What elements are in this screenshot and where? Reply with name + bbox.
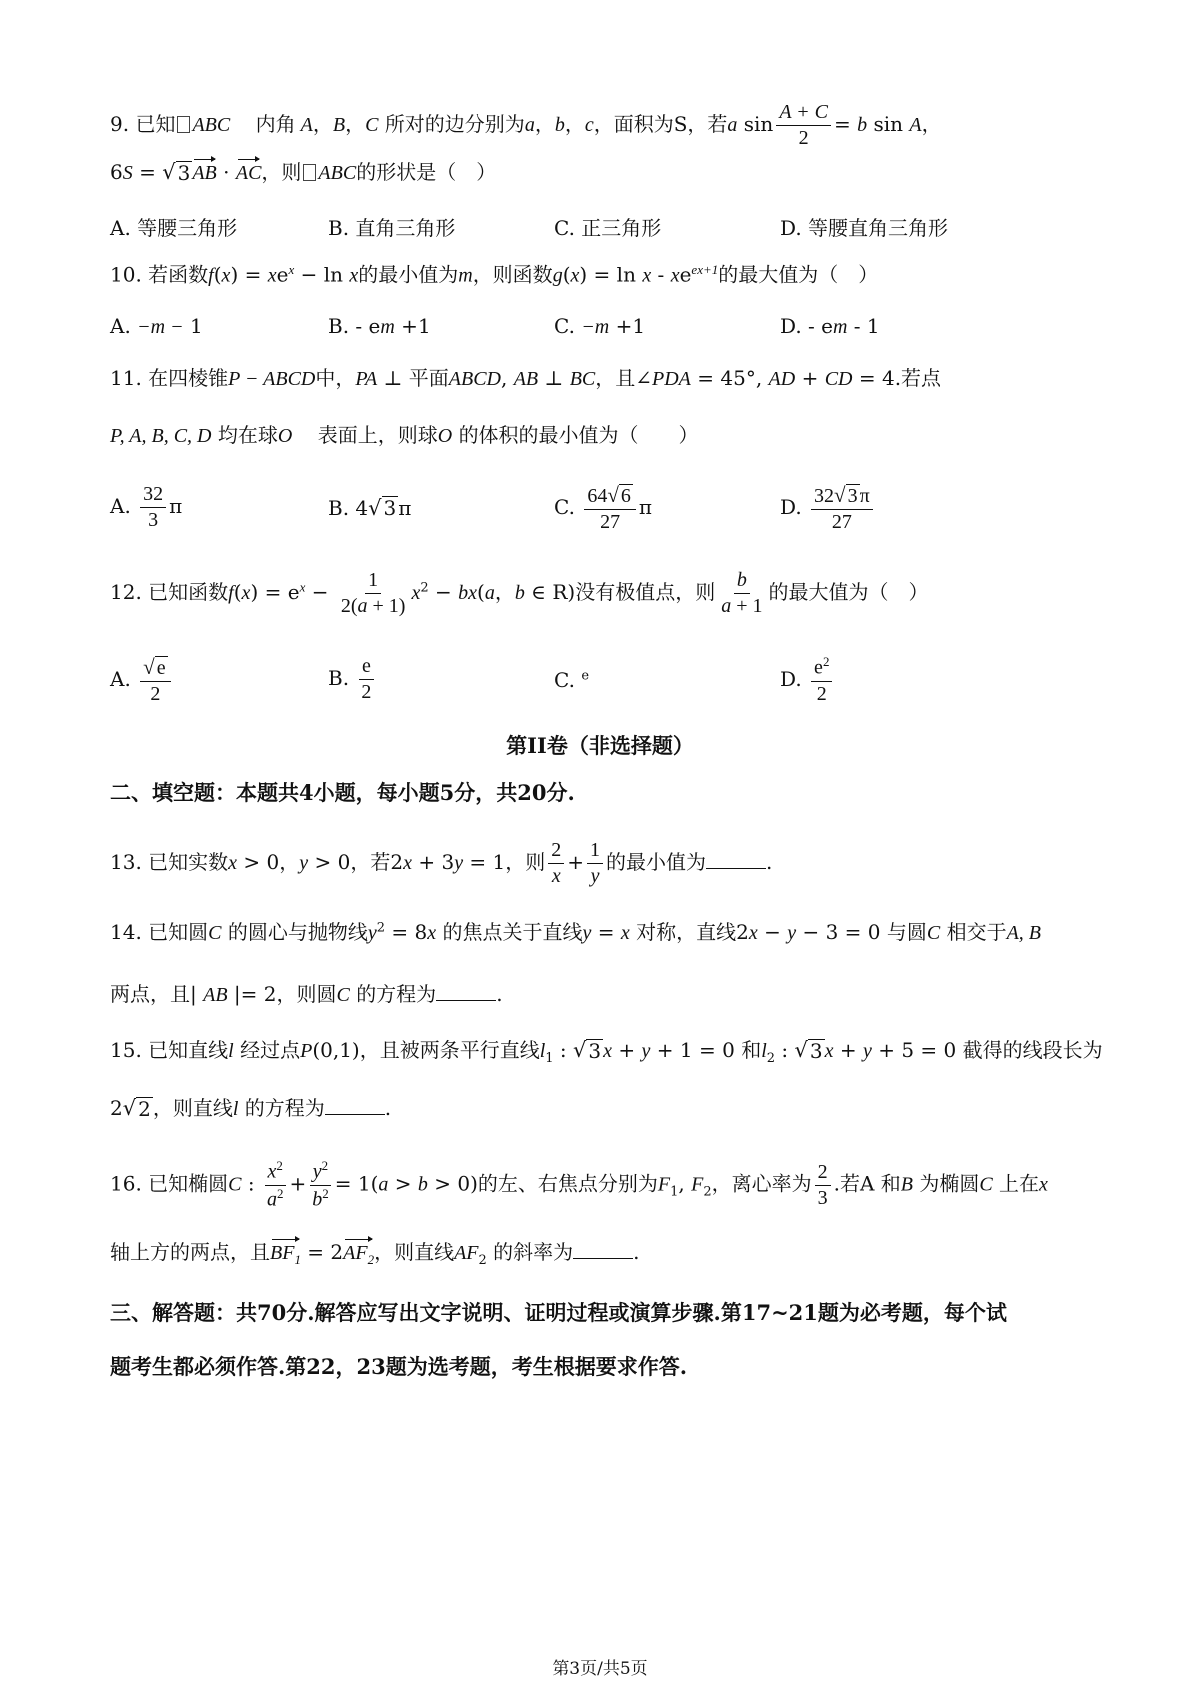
q14-text: 与圆 xyxy=(886,920,927,944)
q16-text: .若 xyxy=(833,1171,860,1196)
q12-number: 12. xyxy=(110,580,142,604)
q11-text: 表面上，则球 xyxy=(317,423,438,447)
q10-text: ，则函数 xyxy=(472,262,553,287)
answer-blank[interactable] xyxy=(325,1113,385,1115)
q12-option-d[interactable]: D. $\frac{e^2}{2}$ xyxy=(780,654,835,707)
q9-line2: 6S = √ 3 AB · AC，则 ABC的形状是（ ） xyxy=(110,160,497,186)
q10-option-d[interactable]: D. - em - 1 xyxy=(780,314,880,338)
q16-text: 的左、右焦点分别为 xyxy=(477,1171,658,1196)
q12-option-b[interactable]: B. $\frac{e}{2}$ xyxy=(328,654,377,705)
q10-text: 若函数 xyxy=(148,262,209,287)
answer-heading-line1: 三、解答题：共70分.解答应写出文字说明、证明过程或演算步骤.第17~21题为必考题，每个试 xyxy=(110,1300,1007,1325)
q14-line2: 两点，且| AB |= 2，则圆C 的方程为 . xyxy=(110,982,503,1006)
q10-option-b[interactable]: B. - em +1 xyxy=(328,314,431,338)
fill-in-heading: 二、填空题：本题共4小题，每小题5分，共20分. xyxy=(110,780,575,805)
answer-blank[interactable] xyxy=(436,999,496,1001)
q11-text: ，且 xyxy=(595,366,636,390)
q15-text: ，且被两条平行直线 xyxy=(359,1038,540,1062)
q9-option-a[interactable]: A. 等腰三角形 xyxy=(110,216,238,240)
triangle-symbol-icon xyxy=(177,116,190,133)
q11-option-b[interactable]: B. 4 √ 3 π xyxy=(328,496,412,520)
q16-text: 和 xyxy=(880,1171,901,1196)
q11-text: 在四棱锥 xyxy=(148,366,229,390)
q16-text: ，则直线 xyxy=(374,1240,455,1264)
q15-text: 经过点 xyxy=(240,1038,301,1062)
q11-option-d[interactable]: D. 32 √ 3 π 27 xyxy=(780,482,876,535)
answer-heading-line2: 题考生都必须作答.第22，23题为选考题，考生根据要求作答. xyxy=(110,1354,688,1379)
q13-line: 13. 已知实数x > 0，y > 0，若2x + 3y = 1，则 $\frac{2}{x}$ + $\frac{1}{y}$ 的最小值为 . xyxy=(110,839,773,887)
q9-option-d[interactable]: D. 等腰直角三角形 xyxy=(780,216,949,240)
q16-line2: 轴上方的两点，且$BF_1 = 2AF_2$，则直线$AF_2$ 的斜率为 . xyxy=(110,1240,640,1268)
q14-text: 对称，直线 xyxy=(636,920,737,944)
q16-text: 上在 xyxy=(999,1171,1040,1196)
q16-line1: 16. 已知椭圆C : $\frac{x^2}{a^2}$ + $\frac{y^2}{b^2}$ = 1(a > b > 0)的左、右焦点分别为$F_1$, $F_2$，离心率为 $\frac{2}{3}$ .若A 和B 为椭圆C 上在x xyxy=(110,1158,1048,1211)
q10-line: 10. 若函数$f(x) = xe^x - \ln x$的最小值为m，则函数$g(x) = \ln x - xe^{ex+1}$的最大值为（ ） xyxy=(110,262,879,287)
q13-text: ，若 xyxy=(350,850,391,874)
q14-text: 的方程为 xyxy=(356,982,437,1006)
fraction: $\frac{A + C}{2}$ xyxy=(776,100,831,151)
q15-number: 15. xyxy=(110,1038,142,1062)
q11-text: 均在球 xyxy=(217,423,278,447)
q13-text: 已知实数 xyxy=(148,850,229,874)
q10-text: 的最小值为 xyxy=(358,262,459,287)
q9-text: 的形状是（ ） xyxy=(356,160,497,184)
q11-option-a[interactable]: A. $\frac{32}{3}$ π xyxy=(110,483,183,531)
q10-option-a[interactable]: A. −m − 1 xyxy=(110,314,203,338)
q12-option-a[interactable]: A. √ e 2 xyxy=(110,654,174,707)
q12-line: 12. 已知函数$f(x) = e^x$ − $\frac{1}{2(a + 1)}$ $x^2 - bx(a$，b ∈ R)没有极值点，则 $\frac{b}{a + 1}$ 的最大值为（ ） xyxy=(110,569,929,617)
q16-text: 轴上方的两点，且 xyxy=(110,1240,270,1264)
q14-text: 两点，且 xyxy=(110,982,190,1006)
triangle-symbol-icon xyxy=(303,164,316,181)
q15-line1: 15. 已知直线l 经过点P(0,1)，且被两条平行直线$l_1$ : √ 3 x + y + 1 = 0 和$l_2$ : √ 3 x + y + 5 = 0 截得的线段长为 xyxy=(110,1038,1103,1066)
section-title: 第II卷（非选择题） xyxy=(506,733,694,758)
q9-text: ，若 xyxy=(687,112,728,136)
q10-text: 的最大值为（ ） xyxy=(718,262,879,287)
q9-text: ，面积为 xyxy=(593,112,674,136)
q14-text: 已知圆 xyxy=(148,920,209,944)
q11-line2: P, A, B, C, D 均在球O 表面上，则球O 的体积的最小值为（ ） xyxy=(110,423,699,447)
answer-blank[interactable] xyxy=(706,867,766,869)
q15-text: ，则直线 xyxy=(152,1096,233,1120)
q16-number: 16. xyxy=(110,1171,142,1196)
q9-text: 所对的边分别为 xyxy=(384,112,525,136)
q9-line1: 9. 已知 ABC 内角 A，B，C 所对的边分别为a，b，c，面积为S，若a sin $\frac{A + C}{2}$ = b sin A， xyxy=(110,101,942,149)
q16-text: 已知椭圆 xyxy=(148,1171,229,1196)
q14-text: ，则圆 xyxy=(276,982,337,1006)
q16-text: 的斜率为 xyxy=(493,1240,574,1264)
q11-text: .若点 xyxy=(894,366,942,390)
q15-text: 截得的线段长为 xyxy=(962,1038,1103,1062)
q14-text: 的圆心与抛物线 xyxy=(227,920,368,944)
q11-text: 中， xyxy=(315,366,356,390)
q10-option-c[interactable]: C. −m +1 xyxy=(554,314,646,338)
q13-text: ，则 xyxy=(505,850,546,874)
q12-text: 的最大值为（ ） xyxy=(768,580,929,604)
q9-text: 已知 xyxy=(135,112,176,136)
q11-option-c[interactable]: C. 64 √ 6 27 π xyxy=(554,483,652,533)
page-footer: 第3页/共5页 xyxy=(552,1659,648,1679)
q9-text: ，则 xyxy=(261,160,302,184)
q12-text: 已知函数 xyxy=(148,580,229,604)
q11-line1: 11. 在四棱锥P − ABCD中，PA ⊥ 平面ABCD, AB ⊥ BC，且∠PDA = 45°, AD + CD = 4.若点 xyxy=(110,366,942,390)
q11-text: 的体积的最小值为（ ） xyxy=(458,423,699,447)
q15-text: 的方程为 xyxy=(244,1096,325,1120)
q15-text: 已知直线 xyxy=(148,1038,229,1062)
q13-text: 的最小值为 xyxy=(606,850,707,874)
q9-option-c[interactable]: C. 正三角形 xyxy=(554,216,662,240)
q10-number: 10. xyxy=(110,262,142,287)
answer-blank[interactable] xyxy=(573,1257,633,1259)
q9-option-b[interactable]: B. 直角三角形 xyxy=(328,216,456,240)
q12-text: 没有极值点，则 xyxy=(575,580,716,604)
q15-line2: 2 √ 2 ，则直线l 的方程为 . xyxy=(110,1096,392,1122)
q15-text: 和 xyxy=(741,1038,762,1062)
q11-number: 11. xyxy=(110,366,142,390)
q9-text: 内角 xyxy=(255,112,296,136)
q14-line1: 14. 已知圆C 的圆心与抛物线$y^2 = 8x$ 的焦点关于直线y = x 对称，直线2x − y − 3 = 0 与圆C 相交于A, B xyxy=(110,920,1042,944)
q16-text: 为椭圆 xyxy=(919,1171,980,1196)
q14-number: 14. xyxy=(110,920,142,944)
q16-text: ，离心率为 xyxy=(711,1171,812,1196)
q14-text: 的焦点关于直线 xyxy=(442,920,583,944)
q12-option-c[interactable]: C. $^e$ xyxy=(554,668,590,692)
q14-text: 相交于 xyxy=(946,920,1007,944)
q11-text: 平面 xyxy=(408,366,449,390)
q13-number: 13. xyxy=(110,850,142,874)
q9-number: 9. xyxy=(110,112,130,136)
